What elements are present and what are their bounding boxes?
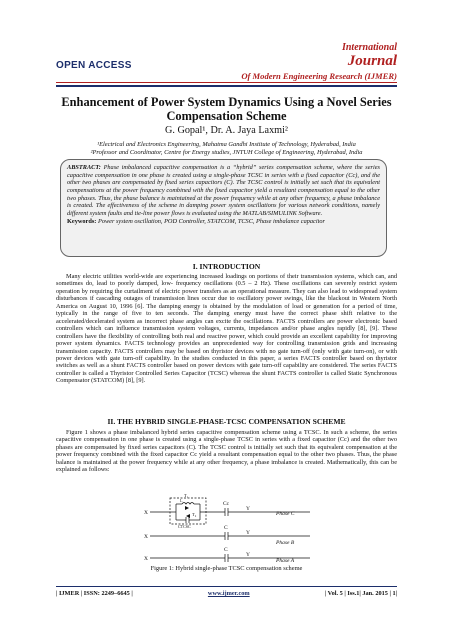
fig-label-ls: L — [180, 498, 183, 503]
fig-label-cc: Cc — [223, 501, 230, 507]
fig-label-y-c: Y — [246, 506, 250, 512]
section-2-paragraph: Figure 1 shows a phase imbalanced hybrid series capacitive compensation scheme using a TCSC. In such a scheme, the series capacitive compensation in one phase is created using a single-phase TCSC in series with a fixed capacitor (Cc) and the other two phases are compensated by fixed series capacitors (C). The TCSC control is initially set such that its equivalent compensation at the power frequency combined with the fixed capacitor Cc yield a resultant compensation equal to the other two phases. Thus, the phase balance is maintained at the power frequency while at any other frequency, a phase imbalance is created. Mathematically, this can be explained as follows: — [56, 429, 397, 474]
figure-1-caption: Figure 1: Hybrid single-phase TCSC compensation scheme — [150, 565, 303, 572]
fig-label-phase-c: Phase C — [276, 511, 295, 517]
fig-label-x-b: X — [144, 534, 148, 540]
fig-label-t2: T₂ — [192, 512, 197, 517]
footer-volume: | Vol. 5 | Iss.1| Jan. 2015 | 1| — [324, 590, 397, 597]
section-2-heading: II. THE HYBRID SINGLE-PHASE-TCSC COMPENSATION SCHEME — [107, 417, 346, 426]
affiliation-1: ¹Electrical and Electronics Engineering, Mahatma Gandhi Institute of Technology, Hyderabad, India — [97, 141, 356, 148]
footer-issn: | IJMER | ISSN: 2249–6645 | — [56, 590, 133, 597]
journal-prefix: International — [341, 42, 397, 53]
footer-url-link[interactable]: www.ijmer.com — [207, 590, 250, 597]
fig-label-phase-a: Phase A — [276, 558, 295, 564]
open-access-logo — [56, 60, 132, 71]
header-rule-secondary — [56, 85, 397, 87]
abstract-label: ABSTRACT: — [67, 164, 101, 171]
fig-label-c-a: C — [224, 547, 228, 553]
fig-label-t1: T₁ — [184, 493, 189, 498]
keywords-label: Keywords: — [67, 217, 97, 225]
fig-label-phase-b: Phase B — [276, 540, 295, 546]
fig-label-x-a: X — [144, 556, 148, 562]
abstract-text: Phase imbalanced capacitive compensation is a “hybrid” series compensation scheme, where the series capacitive compensation in one phase is created using a single-phase TCSC in series with a fixed capacitor (Cc), and the other two phases are compensated by fixed series capacitors (C). The TCSC control is initially set such that its equivalent compensations at the power frequency combined with the fixed capacitor yield a resultant compensation equal to the other two phases. Thus, the phase balance is maintained at the power frequency while at any other frequency, a phase imbalance is created. The effectiveness of the scheme in damping power system oscillations for various network conditions, namely different system faults and tie-line power flows is evaluated using the MATLAB/SIMULINK Software. — [67, 164, 380, 217]
page-footer — [56, 590, 397, 597]
header-rule — [56, 82, 397, 83]
paper-authors: G. Gopal¹, Dr. A. Jaya Laxmi² — [165, 125, 288, 136]
affiliation-2: ²Professor and Coordinator, Centre for Energy studies, JNTUH College of Engineering, Hyderabad, India — [90, 149, 363, 156]
fig-label-x-c: X — [144, 510, 148, 516]
fig-label-y-b: Y — [246, 530, 250, 536]
figure-1-circuit — [140, 492, 315, 564]
fig-label-c-b: C — [224, 525, 228, 531]
footer-rule — [56, 586, 397, 587]
journal-word: Journal — [347, 53, 397, 69]
journal-name: Of Modern Engineering Research (IJMER) — [241, 71, 397, 81]
paper-title: Enhancement of Power System Dynamics Using a Novel Series Compensation Scheme — [61, 95, 392, 123]
fig-label-y-a: Y — [246, 552, 250, 558]
keywords-text: Power system oscillation, POD Controller, STATCOM, TCSC, Phase imbalance capacitor — [97, 217, 325, 225]
section-1-heading: I. INTRODUCTION — [192, 262, 261, 271]
section-1-paragraph: Many electric utilities world-wide are experiencing increased loadings on portions of their transmission systems, which can, and sometimes do, lead to poorly damped, low- frequency oscillations (0.5 – 2 Hz). These oscillations can severely restrict system operation by requiring the curtailment of electric power transfers as an operational measure. They can also lead to widespread system disturbances if cascading outages of transmission lines occur due to oscillatory power swings, like the blackout in Western North America on August 10, 1996 [6]. The damping energy is obtained by the modulation of load or generation for a period of time, typically in the range of five to ten seconds. The damping energy must have the correct phase shift relative to the accelerated/decelerated system as incorrect phase angles can excite the oscillations. FACTS controllers are power electronic based controllers which can influence transmission system voltages, currents, impedances and/or phase angles rapidly [8], [9]. These controllers have the flexibility of controlling both real and reactive power, which could provide an excellent capability for improving power system dynamics. FACTS technology provides an unprecedented way for controlling transmission grids and increasing transmission capacity. FACTS controllers may be based on thyristor devices with no gate turn-off (only with gate turn-on), or with power devices with gate turn-off capability. In the studies conducted in this paper, a series FACTS controller based on thyristor switches as well as a shunt FACTS controller based on power devices with gate turn-off capability are considered. The series FACTS controller is called a Thyristor Controlled Series Capacitor (TCSC) whereas the shunt FACTS controller is called Static Synchronous Compensator (STATCOM) [8], [9]. — [56, 273, 397, 385]
fig-label-ctcsc: CTCSC — [178, 524, 191, 529]
abstract-box — [60, 159, 387, 257]
open-access-label: OPEN ACCESS — [56, 60, 132, 71]
